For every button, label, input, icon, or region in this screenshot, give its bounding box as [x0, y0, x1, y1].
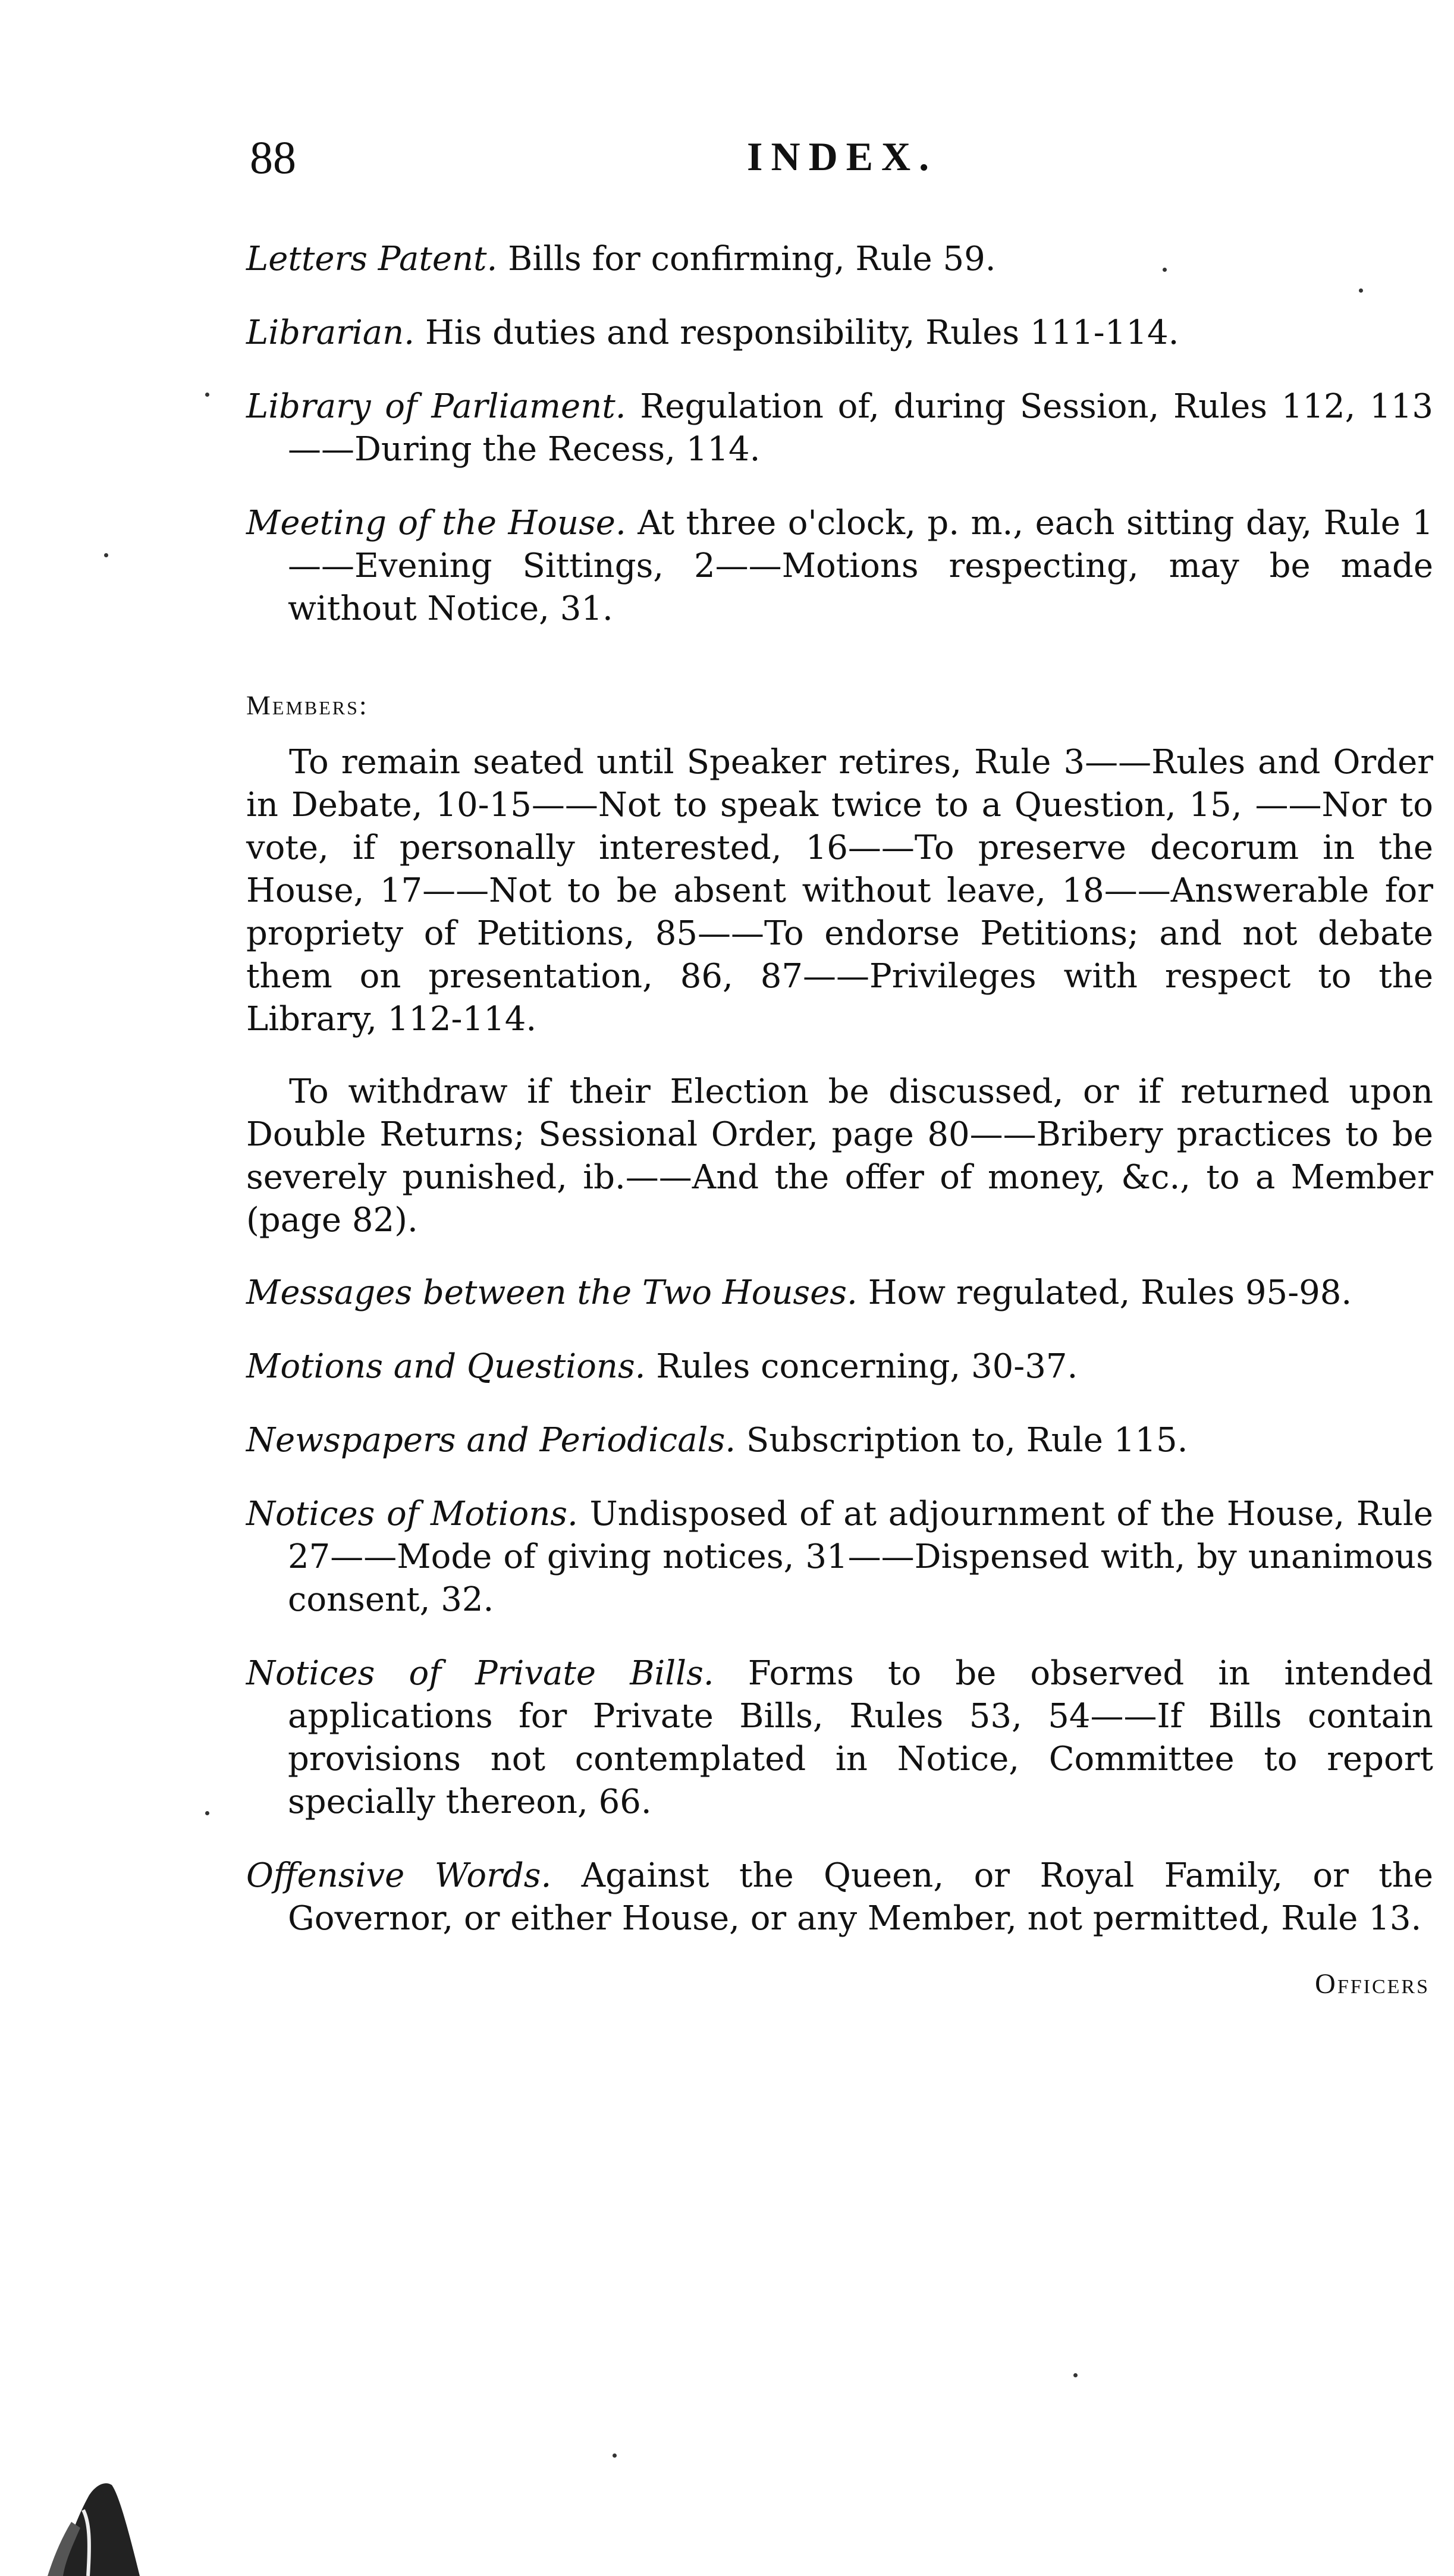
entry-text: Subscription to, Rule 115. — [746, 1421, 1188, 1460]
entry-title: Notices of Private Bills. — [246, 1654, 714, 1693]
running-head: INDEX. — [747, 134, 938, 179]
entry-title: Librarian. — [246, 313, 415, 352]
index-entry — [246, 238, 1433, 281]
entry-text: At three o'clock, p. m., each sitting day, Rule 1——Evening Sittings, 2——Motions respecting, may be made without Notice, 31. — [288, 504, 1433, 628]
entry-text: How regulated, Rules 95-98. — [868, 1273, 1352, 1312]
scan-speck — [1163, 268, 1167, 272]
entry-text: Undisposed of at adjournment of the House, Rule 27——Mode of giving notices, 31——Dispensed with, by unanimous consent, 32. — [288, 1495, 1433, 1619]
index-entry — [246, 1855, 1433, 1940]
index-entry — [246, 502, 1433, 630]
index-entry — [246, 1652, 1433, 1824]
page-header — [250, 131, 1436, 196]
members-paragraph: To remain seated until Speaker retires, Rule 3——Rules and Order in Debate, 10-15——Not to speak twice to a Question, 15, ——Nor to vote, if personally interested, 16——To preserve decorum in the House, 17——Not to be absent without leave, 18——Answerable for propriety of Petitions, 85——To endorse Petitions; and not debate them on presentation, 86, 87——Privileges with respect to the Library, 112-114. — [246, 743, 1433, 1038]
index-entry — [246, 1345, 1433, 1388]
entry-title: Letters Patent. — [246, 240, 498, 278]
scan-speck — [205, 1811, 209, 1815]
index-entry — [246, 1493, 1433, 1621]
entry-text: Rules concerning, 30-37. — [656, 1347, 1078, 1386]
entry-text: Forms to be observed in intended applications for Private Bills, Rules 53, 54——If Bills contain provisions not contemplated in Notice, Committee to report specially thereon, 66. — [288, 1654, 1433, 1821]
entry-text: Regulation of, during Session, Rules 112, 113——During the Recess, 114. — [288, 387, 1433, 469]
index-entries — [246, 238, 1433, 2000]
members-paragraph: To withdraw if their Election be discussed, or if returned upon Double Returns; Sessional Order, page 80——Bribery practices to be severely punished, ib.——And the offer of money, &c., to a Member (page 82). — [246, 1072, 1433, 1240]
entry-text: Bills for confirming, Rule 59. — [508, 240, 996, 278]
index-entry — [246, 1419, 1433, 1462]
index-entry — [246, 1272, 1433, 1314]
entry-title: Library of Parliament. — [246, 387, 626, 426]
entry-title: Motions and Questions. — [246, 1347, 646, 1386]
entry-title: Notices of Motions. — [246, 1495, 578, 1533]
scan-speck — [205, 393, 209, 397]
index-entry — [246, 312, 1433, 354]
entry-text: His duties and responsibility, Rules 111-114. — [425, 313, 1179, 352]
scan-speck — [613, 2453, 617, 2458]
entry-text: Against the Queen, or Royal Family, or the Governor, or either House, or any Member, not permitted, Rule 13. — [288, 1856, 1433, 1938]
scan-speck — [1073, 2373, 1078, 2377]
corner-smudge — [24, 2439, 167, 2576]
members-heading: Members: — [246, 690, 369, 720]
index-entry — [246, 385, 1433, 471]
entry-title: Offensive Words. — [246, 1856, 552, 1895]
scan-speck — [1359, 288, 1363, 293]
scan-speck — [104, 553, 108, 557]
entry-title: Newspapers and Periodicals. — [246, 1421, 736, 1460]
entry-title: Meeting of the House. — [246, 504, 626, 542]
entry-title: Messages between the Two Houses. — [246, 1273, 858, 1312]
catchword: Officers — [1315, 1968, 1430, 2000]
page-number: 88 — [250, 131, 296, 183]
